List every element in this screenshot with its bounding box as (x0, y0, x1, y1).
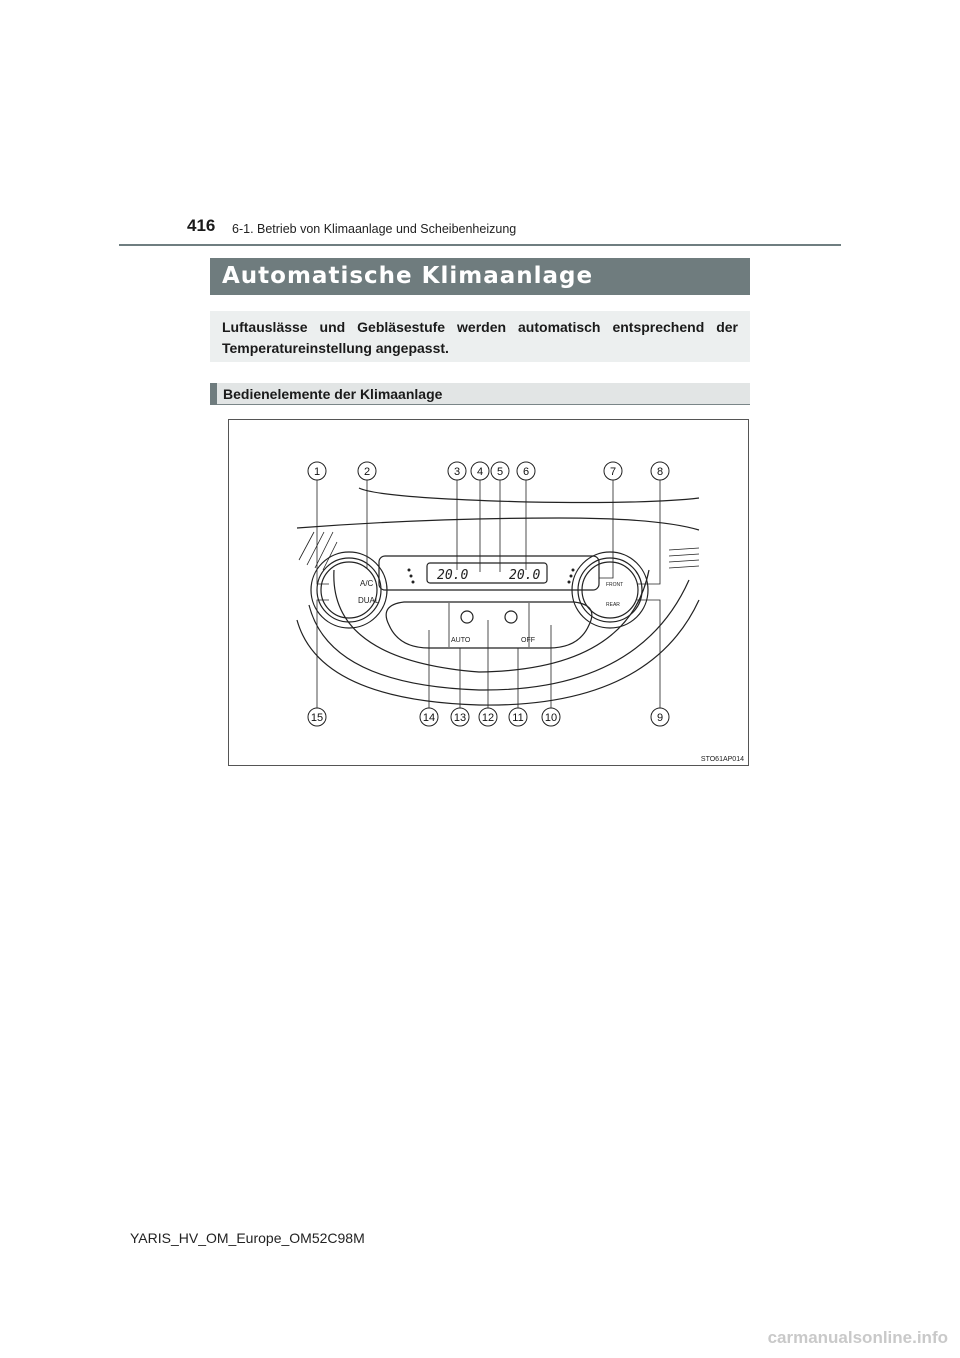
callout-8-label: 8 (656, 466, 664, 478)
header-divider (119, 244, 841, 246)
left-knob-inner (317, 558, 381, 622)
figure-code: STO61AP014 (700, 756, 744, 763)
callout-9-label: 9 (656, 712, 664, 724)
callout-11-label: 11 (512, 712, 524, 724)
intro-text: Luftauslässe und Gebläsestufe werden automatisch entsprechend der Temperatureinstellung angepasst. (222, 319, 738, 356)
callout-10-label: 10 (544, 712, 558, 724)
left-knob-face (321, 562, 377, 618)
dash-trim-line (359, 488, 699, 503)
callout-5-label: 5 (496, 466, 504, 478)
left-knob-outer (311, 552, 387, 628)
ac-label: A/C (360, 579, 374, 588)
fan-up-button (505, 611, 517, 623)
callout-2-label: 2 (363, 466, 371, 478)
auto-label: AUTO (451, 637, 471, 644)
callout-13-label: 13 (453, 712, 467, 724)
display-panel (379, 556, 599, 590)
climate-control-illustration (229, 420, 750, 767)
page-number: 416 (187, 216, 216, 235)
callout-14-label: 14 (422, 712, 436, 724)
front-label: FRONT (606, 582, 624, 588)
footer-doc-id: YARIS_HV_OM_Europe_OM52C98M (130, 1230, 365, 1246)
intro-box (210, 311, 750, 362)
watermark: carmanualsonline.info (767, 1328, 948, 1347)
title-bar (210, 258, 750, 295)
callout-15-label: 15 (310, 712, 324, 724)
off-label: OFF (521, 637, 535, 644)
subheading-bar (210, 383, 750, 405)
rear-label: REAR (606, 602, 620, 608)
subheading: Bedienelemente der Klimaanlage (223, 386, 443, 402)
dash-trim-line (297, 518, 699, 530)
callout-3-label: 3 (453, 466, 461, 478)
callout-7-label: 7 (609, 466, 617, 478)
vent-slats (299, 532, 337, 570)
callout-4-label: 4 (476, 466, 484, 478)
dual-label: DUAL (358, 596, 380, 605)
page-title: Automatische Klimaanlage (222, 263, 594, 289)
lower-button-panel (386, 602, 592, 648)
fan-down-button (461, 611, 473, 623)
callout-12-label: 12 (481, 712, 495, 724)
display-left-temp: 20.0 (437, 568, 469, 583)
subheading-accent (210, 383, 217, 405)
callout-1-label: 1 (313, 466, 321, 478)
section-header: 6-1. Betrieb von Klimaanlage und Scheibenheizung (232, 222, 517, 236)
display-right-temp: 20.0 (509, 568, 541, 583)
callout-6-label: 6 (522, 466, 530, 478)
figure-frame (228, 419, 749, 766)
vent-slats (669, 548, 699, 568)
